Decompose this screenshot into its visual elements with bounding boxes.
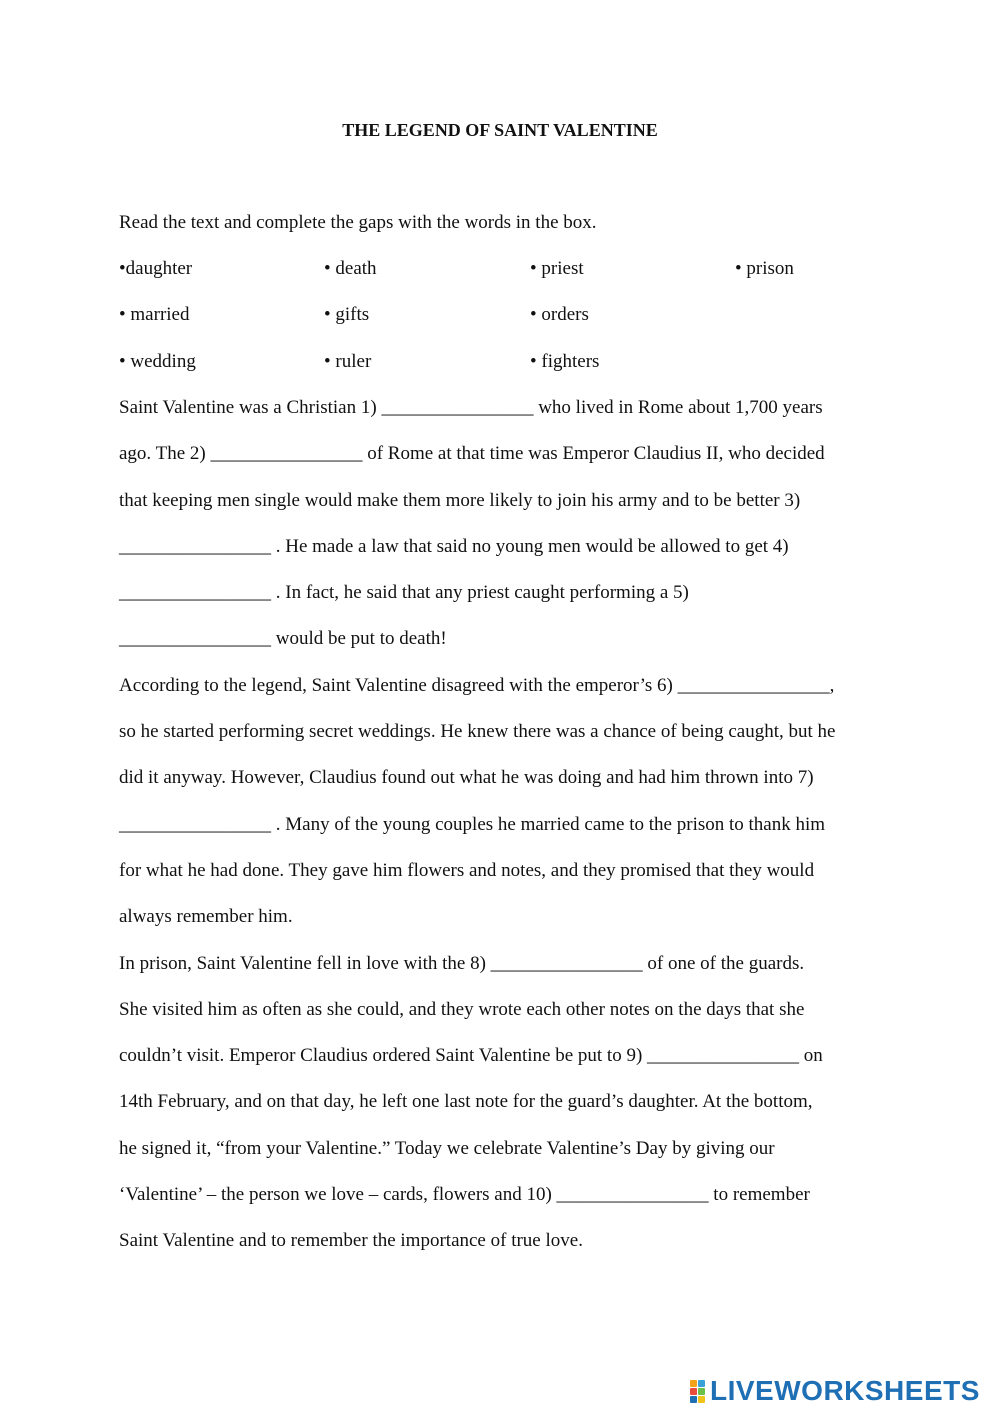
logo-block (690, 1396, 697, 1403)
word-box-row (119, 304, 899, 350)
word-option: • orders (530, 304, 589, 326)
text-line: Saint Valentine and to remember the importance of true love. (119, 1230, 583, 1252)
text-line: ________________ . In fact, he said that any priest caught performing a 5) (119, 582, 689, 604)
text-line: In prison, Saint Valentine fell in love with the 8) ________________ of one of the guards. (119, 952, 805, 974)
logo-block (690, 1380, 697, 1387)
text-line: did it anyway. However, Claudius found out what he was doing and had him thrown into 7) (119, 767, 814, 789)
word-option: • married (119, 304, 190, 326)
text-line: According to the legend, Saint Valentine disagreed with the emperor’s 6) ________________, (119, 674, 835, 696)
text-line: Saint Valentine was a Christian 1) ________________ who lived in Rome about 1,700 years (119, 397, 823, 418)
page-title: THE LEGEND OF SAINT VALENTINE (342, 120, 658, 140)
instructions: Read the text and complete the gaps with the words in the box. (119, 212, 597, 233)
word-option: • wedding (119, 350, 196, 372)
word-box (119, 258, 899, 397)
text-line: ago. The 2) ________________ of Rome at that time was Emperor Claudius II, who decided (119, 443, 825, 465)
liveworksheets-logo[interactable] (690, 1374, 980, 1408)
logo-block (698, 1380, 705, 1387)
text-line: ________________ . Many of the young couples he married came to the prison to thank him (119, 813, 826, 835)
word-option: • ruler (324, 350, 372, 372)
text-line: that keeping men single would make them more likely to join his army and to be better 3) (119, 489, 801, 511)
text-line: for what he had done. They gave him flowers and notes, and they promised that they would (119, 859, 815, 881)
logo-text: LIVEWORKSHEETS (710, 1375, 980, 1406)
word-option: • death (324, 258, 377, 279)
text-line: ________________ . He made a law that said no young men would be allowed to get 4) (119, 535, 789, 557)
text-line: She visited him as often as she could, and they wrote each other notes on the days that she (119, 998, 805, 1020)
text-line: ________________ would be put to death! (119, 628, 447, 650)
word-box-row (119, 258, 899, 304)
word-option: • fighters (530, 350, 600, 372)
logo-block (698, 1396, 705, 1403)
word-option: •daughter (119, 258, 193, 279)
text-line: he signed it, “from your Valentine.” Today we celebrate Valentine’s Day by giving our (119, 1137, 775, 1159)
text-line: always remember him. (119, 906, 293, 928)
text-line: ‘Valentine’ – the person we love – cards, flowers and 10) ________________ to remember (119, 1184, 810, 1206)
text-line: 14th February, and on that day, he left one last note for the guard’s daughter. At the bottom, (119, 1091, 813, 1113)
word-option: • gifts (324, 304, 370, 326)
word-box-row (119, 351, 899, 397)
logo-block (698, 1388, 705, 1395)
logo-blocks-icon (690, 1380, 705, 1403)
text-line: so he started performing secret weddings. He knew there was a chance of being caught, but he (119, 721, 836, 743)
word-option: • prison (735, 258, 794, 279)
logo-block (690, 1388, 697, 1395)
word-option: • priest (530, 258, 584, 279)
text-line: couldn’t visit. Emperor Claudius ordered Saint Valentine be put to 9) ________________ on (119, 1045, 823, 1067)
story-text (119, 397, 889, 1277)
